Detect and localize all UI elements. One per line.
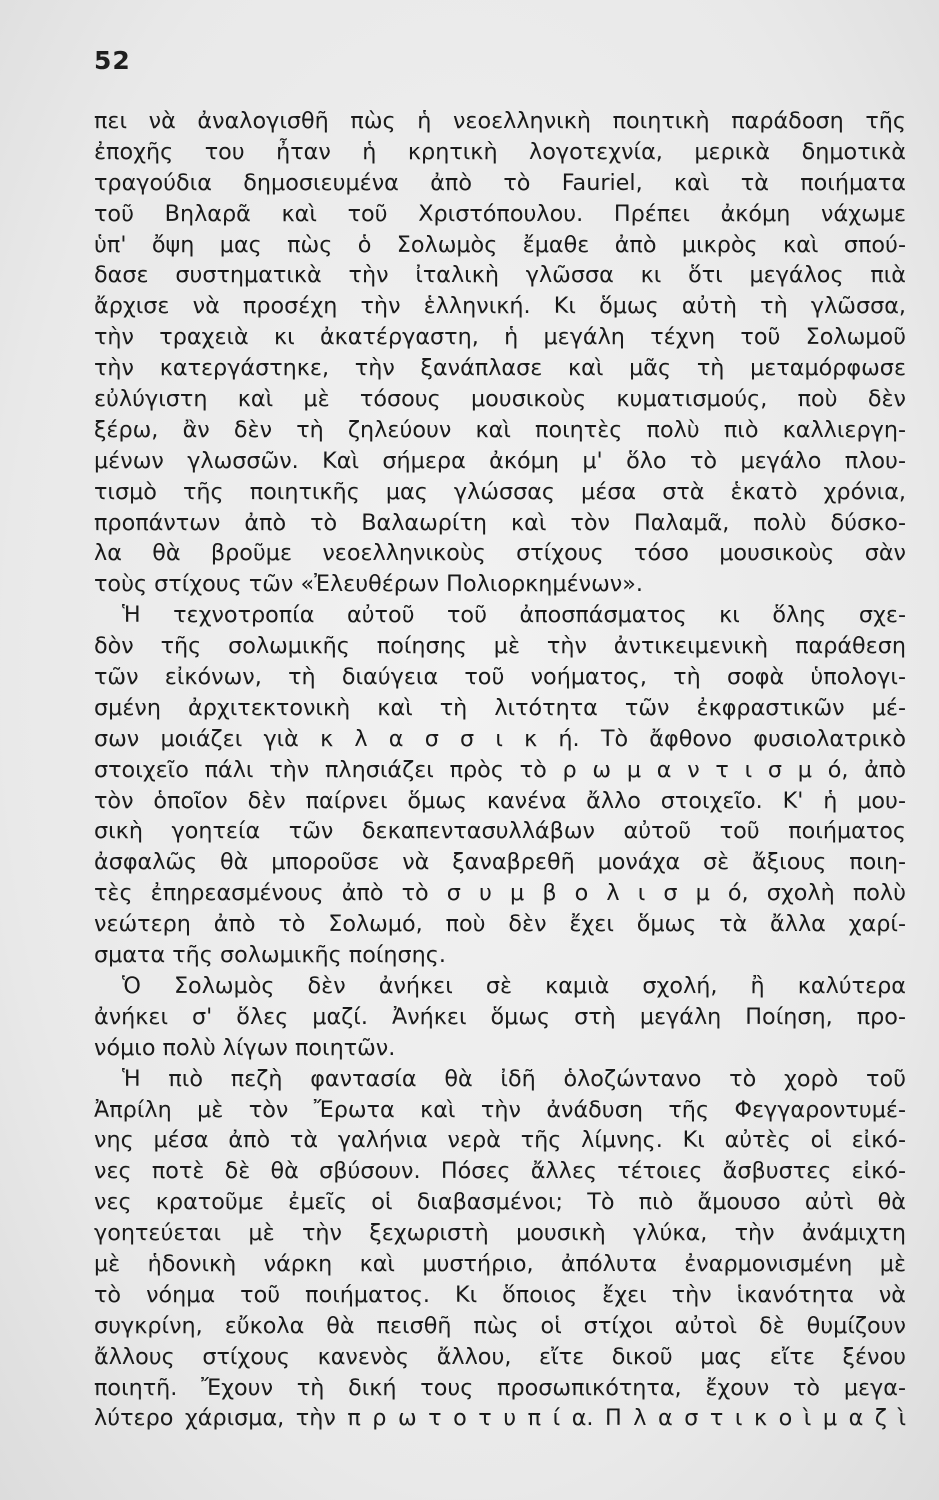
text-line: ποιητῆ. Ἔχουν τὴ δική τους προσωπικότητα, ἔχουν τὸ μεγα- — [94, 1374, 906, 1401]
text-line: νες κρατοῦμε ἐμεῖς οἱ διαβασμένοι; Τὸ πιὸ ἄμουσο αὐτὶ θὰ — [94, 1189, 906, 1216]
text-line: τὴν τραχειὰ κι ἀκατέργαστη, ἡ μεγάλη τέχνη τοῦ Σολωμοῦ — [94, 324, 906, 351]
text-line: λύτερο χάρισμα, τὴν π ρ ω τ ο τ υ π ί α. Π λ α σ τ ι κ ο ὶ μ α ζ ὶ — [94, 1405, 906, 1432]
text-line: ξέρω, ἂν δὲν τὴ ζηλεύουν καὶ ποιητὲς πολὺ πιὸ καλλιεργη- — [94, 416, 906, 443]
text-line: τισμὸ τῆς ποιητικῆς μας γλώσσας μέσα στὰ ἑκατὸ χρόνια, — [94, 478, 906, 505]
page-number: 52 — [94, 46, 131, 75]
text-line: λα θὰ βροῦμε νεοελληνικοὺς στίχους τόσο μουσικοὺς σὰν — [94, 540, 906, 567]
text-line: ἄρχισε νὰ προσέχη τὴν ἑλληνική. Κι ὅμως αὐτὴ τὴ γλῶσσα, — [94, 293, 906, 320]
body-text — [94, 106, 906, 1434]
text-line: νεώτερη ἀπὸ τὸ Σολωμό, ποὺ δὲν ἔχει ὅμως τὰ ἄλλα χαρί- — [94, 911, 906, 938]
text-line: ἀσφαλῶς θὰ μποροῦσε νὰ ξαναβρεθῆ μονάχα σὲ ἄξιους ποιη- — [94, 849, 906, 876]
text-line: σων μοιάζει γιὰ κ λ α σ σ ι κ ή. Τὸ ἄφθονο φυσιολατρικὸ — [94, 725, 906, 752]
text-line: τραγούδια δημοσιευμένα ἀπὸ τὸ Fauriel, καὶ τὰ ποιήματα — [94, 169, 906, 196]
text-line: Ἀπρίλη μὲ τὸν Ἔρωτα καὶ τὴν ἀνάδυση τῆς Φεγγαροντυμέ- — [94, 1096, 906, 1123]
text-line: τοῦ Βηλαρᾶ καὶ τοῦ Χριστόπουλου. Πρέπει ἀκόμη νάχωμε — [94, 200, 906, 227]
text-line: σμένη ἀρχιτεκτονικὴ καὶ τὴ λιτότητα τῶν ἐκφραστικῶν μέ- — [94, 694, 906, 721]
text-line: τὸ νόημα τοῦ ποιήματος. Κι ὅποιος ἔχει τὴν ἱκανότητα νὰ — [94, 1281, 906, 1308]
text-line: πει νὰ ἀναλογισθῆ πὼς ἡ νεοελληνικὴ ποιητικὴ παράδοση τῆς — [94, 108, 906, 134]
text-line: νόμιο πολὺ λίγων ποιητῶν. — [94, 1034, 396, 1061]
text-line: δασε συστηματικὰ τὴν ἰταλικὴ γλῶσσα κι ὅτι μεγάλος πιὰ — [94, 262, 906, 289]
text-line: σικὴ γοητεία τῶν δεκαπεντασυλλάβων αὐτοῦ τοῦ ποιήματος — [94, 818, 906, 845]
text-line: στοιχεῖο πάλι τὴν πλησιάζει πρὸς τὸ ρ ω μ α ν τ ι σ μ ό, ἀπὸ — [94, 756, 906, 783]
text-line: δὸν τῆς σολωμικῆς ποίησης μὲ τὴν ἀντικειμενικὴ παράθεση — [94, 633, 906, 660]
text-line: τὴν κατεργάστηκε, τὴν ξανάπλασε καὶ μᾶς τὴ μεταμόρφωσε — [94, 355, 906, 382]
text-line: προπάντων ἀπὸ τὸ Βαλαωρίτη καὶ τὸν Παλαμᾶ, πολὺ δύσκο- — [94, 509, 906, 536]
text-line: Ὁ Σολωμὸς δὲν ἀνήκει σὲ καμιὰ σχολή, ἢ καλύτερα — [122, 972, 906, 999]
text-line: μὲ ἡδονικὴ νάρκη καὶ μυστήριο, ἀπόλυτα ἐναρμονισμένη μὲ — [94, 1250, 906, 1277]
text-line: νες ποτὲ δὲ θὰ σβύσουν. Πόσες ἄλλες τέτοιες ἄσβυστες εἰκό- — [94, 1158, 906, 1185]
text-line: ὑπ' ὄψη μας πὼς ὁ Σολωμὸς ἔμαθε ἀπὸ μικρὸς καὶ σπού- — [94, 231, 906, 258]
text-line: ἄλλους στίχους κανενὸς ἄλλου, εἴτε δικοῦ μας εἴτε ξένου — [94, 1343, 906, 1370]
text-line: σματα τῆς σολωμικῆς ποίησης. — [94, 942, 446, 969]
text-line: Ἡ τεχνοτροπία αὐτοῦ τοῦ ἀποσπάσματος κι ὅλης σχε- — [122, 602, 906, 629]
text-line: τὲς ἐπηρεασμένους ἀπὸ τὸ σ υ μ β ο λ ι σ μ ό, σχολὴ πολὺ — [94, 880, 906, 907]
text-line: γοητεύεται μὲ τὴν ξεχωριστὴ μουσικὴ γλύκα, τὴν ἀνάμιχτη — [94, 1220, 906, 1247]
text-line: εὐλύγιστη καὶ μὲ τόσους μουσικοὺς κυματισμούς, ποὺ δὲν — [94, 386, 906, 413]
text-line: ἐποχῆς του ἦταν ἡ κρητικὴ λογοτεχνία, μερικὰ δημοτικὰ — [94, 138, 906, 165]
text-line: νης μέσα ἀπὸ τὰ γαλήνια νερὰ τῆς λίμνης. Κι αὐτὲς οἱ εἰκό- — [94, 1127, 906, 1154]
text-line: τοὺς στίχους τῶν «Ἐλευθέρων Πολιορκημένων». — [94, 571, 643, 598]
text-line: μένων γλωσσῶν. Καὶ σήμερα ἀκόμη μ' ὅλο τὸ μεγάλο πλου- — [94, 447, 906, 474]
text-line: Ἡ πιὸ πεζὴ φαντασία θὰ ἰδῆ ὁλοζώντανο τὸ χορὸ τοῦ — [122, 1065, 906, 1092]
text-line: τὸν ὁποῖον δὲν παίρνει ὅμως κανένα ἄλλο στοιχεῖο. Κ' ἡ μου- — [94, 787, 906, 814]
text-line: ἀνήκει σ' ὅλες μαζί. Ἀνήκει ὅμως στὴ μεγάλη Ποίηση, προ- — [94, 1003, 906, 1030]
text-line: τῶν εἰκόνων, τὴ διαύγεια τοῦ νοήματος, τὴ σοφὰ ὑπολογι- — [94, 664, 906, 691]
text-line: συγκρίνη, εὔκολα θὰ πεισθῆ πὼς οἱ στίχοι αὐτοὶ δὲ θυμίζουν — [94, 1312, 906, 1339]
